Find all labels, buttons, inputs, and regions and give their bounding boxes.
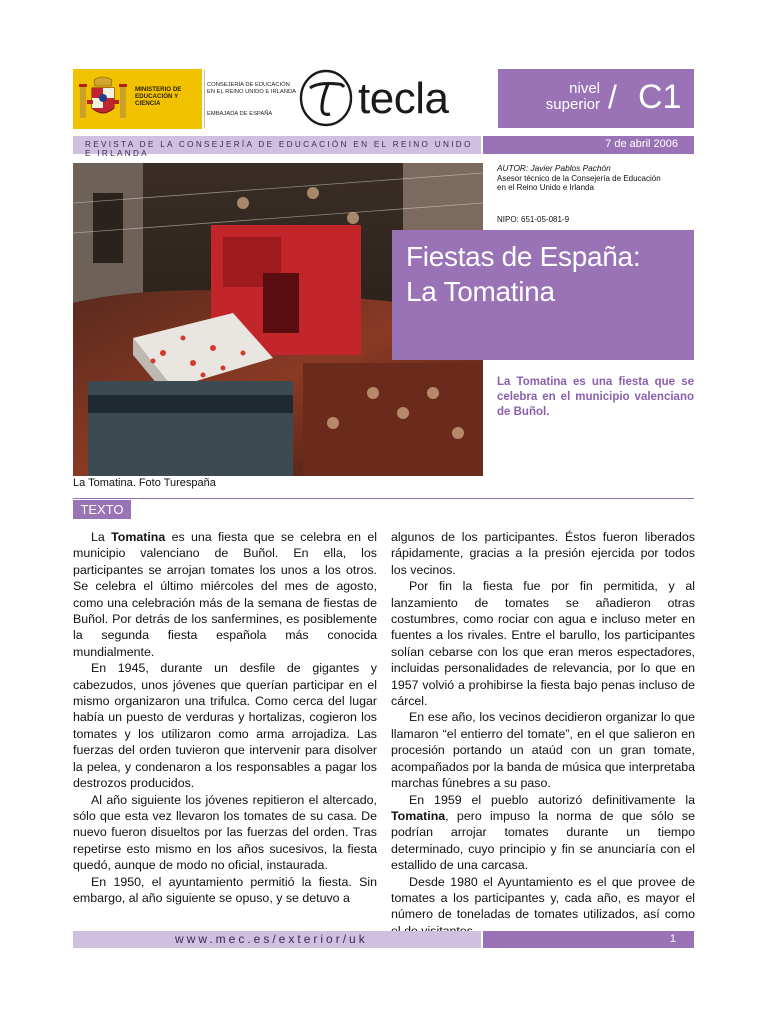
article-title-box bbox=[392, 230, 694, 360]
section-rule bbox=[73, 498, 694, 499]
level-label-line1: nivel bbox=[569, 80, 600, 97]
body-paragraph: En 1945, durante un desfile de gigantes y cabezudos, unos jóvenes que querían participar en el mismo organizaron una trifulca. Como cerca del lugar había un puesto de verduras y hortalizas, cogieron los tomates y los utilizaron como arma arrojadiza. Las fuerzas del orden tuvieron que intervenir para disolver la pelea, y condenaron a los responsables a pagar los destrozos producidos. bbox=[73, 661, 377, 791]
body-paragraph: Desde 1980 el Ayuntamiento es el que provee de tomates a los participantes y, cada año, es mayor el número de toneladas de tomates utilizados, así como bbox=[391, 874, 695, 922]
nipo-code: NIPO: 651-05-081-9 bbox=[497, 215, 570, 224]
body-paragraph bbox=[391, 792, 695, 874]
author-role-line1: Asesor técnico de la Consejería de Educación bbox=[497, 173, 661, 183]
keyword-bold: Tomatina bbox=[111, 530, 166, 544]
article-title-line2: La Tomatina bbox=[406, 276, 555, 307]
header-divider bbox=[204, 70, 205, 128]
text-run: es una fiesta que se celebra en el municipio valenciano de Buñol. En ella, los participantes se arrojan tomates los unos a los otros. Se celebra el último miércoles del mes de agosto, como una celebración más de la semana de fiestas de Buñol. Por detrás de los sanfermines, es posiblemente la segunda fiesta española más conocida mundialmente. bbox=[73, 530, 377, 659]
body-paragraph: En ese año, los vecinos decidieron organizar lo que llamaron “el entierro del tomate”, en el que salieron en procesión portando un ataúd con un gran tomate, acompañados por la banda de música que interpretaba marchas fúnebres a su paso. bbox=[391, 710, 695, 791]
date-band bbox=[483, 136, 694, 154]
body-paragraph: Por fin la fiesta fue por fin permitida, y al lanzamiento de tomates se añadieron otras costumbres, como rociar con agua e incluso meter en fuentes a los rivales. Entre el barullo, los participantes solían cebarse con los que eran meros espectadores, incluidas personalidades de relevancia, por lo que en 1957 volvió a prohibirse la fiesta bajo penas incluso de cárcel. bbox=[391, 579, 695, 709]
magazine-band-text: REVISTA DE LA CONSEJERÍA DE EDUCACIÓN EN EL REINO UNIDO E IRLANDA bbox=[85, 140, 473, 158]
text-run: La bbox=[91, 530, 112, 544]
author-role-line2: en el Reino Unido e Irlanda bbox=[497, 183, 594, 192]
level-slash: / bbox=[608, 79, 617, 115]
body-column-right bbox=[391, 529, 695, 939]
page-number: 1 bbox=[669, 933, 676, 945]
photo-caption: La Tomatina. Foto Turespaña bbox=[73, 477, 216, 489]
author-name: AUTOR: Javier Pablos Pachón bbox=[497, 163, 611, 173]
spanish-coat-of-arms-icon bbox=[78, 76, 128, 122]
tecla-logo-icon bbox=[298, 68, 354, 128]
level-code: C1 bbox=[638, 78, 682, 116]
magazine-band bbox=[73, 136, 481, 158]
level-label-line2: superior bbox=[545, 96, 600, 113]
issue-date: 7 de abril 2006 bbox=[605, 138, 678, 150]
text-run: , pero impuso la norma de que sólo se podrían arrojar tomates durante un tiempo determinado, cuyo principio y fin se anunciaría con el estallido de una carcasa. bbox=[391, 808, 695, 873]
footer-url-band bbox=[73, 931, 481, 948]
text-run: En 1959 el pueblo autorizó definitivamente la bbox=[409, 792, 695, 807]
consejeria-name: CONSEJERÍA DE EDUCACIÓN EN EL REINO UNIDO E IRLANDA bbox=[207, 82, 297, 95]
section-label: TEXTO bbox=[73, 500, 131, 519]
article-title-line1: Fiestas de España: bbox=[406, 241, 641, 272]
article-lead: La Tomatina es una fiesta que se celebra en el municipio valenciano de Buñol. bbox=[497, 376, 694, 418]
magazine-name: tecla bbox=[358, 74, 449, 123]
level-badge bbox=[498, 69, 694, 128]
body-paragraph: Al año siguiente los jóvenes repitieron el altercado, sólo que esta vez llevaron los tomates de su casa. De nuevo fueron disueltos por las fuerzas del orden. Tras repetirse esto mismo en los años sucesivos, la fiesta quedó, aunque de modo no oficial, instaurada. bbox=[73, 792, 377, 873]
keyword-bold: Tomatina bbox=[391, 808, 446, 823]
author-block bbox=[497, 164, 697, 193]
body-column-left bbox=[73, 529, 377, 906]
body-paragraph bbox=[73, 529, 377, 660]
body-paragraph-continued: algunos de los participantes. Éstos fueron liberados rápidamente, gracias a la presión ejercida por todos los vecinos. bbox=[391, 530, 695, 577]
ministry-name: MINISTERIO DE EDUCACIÓN Y CIENCIA bbox=[135, 86, 182, 107]
level-label bbox=[510, 81, 600, 113]
body-paragraph: En 1950, el ayuntamiento permitió la fiesta. Sin embargo, al año siguiente se opuso, y se detuvo a bbox=[73, 874, 377, 905]
footer-url-link[interactable]: www.mec.es/exterior/uk bbox=[175, 932, 368, 946]
footer-page-band bbox=[483, 931, 694, 948]
embassy-name: EMBAJADA DE ESPAÑA bbox=[207, 111, 273, 117]
